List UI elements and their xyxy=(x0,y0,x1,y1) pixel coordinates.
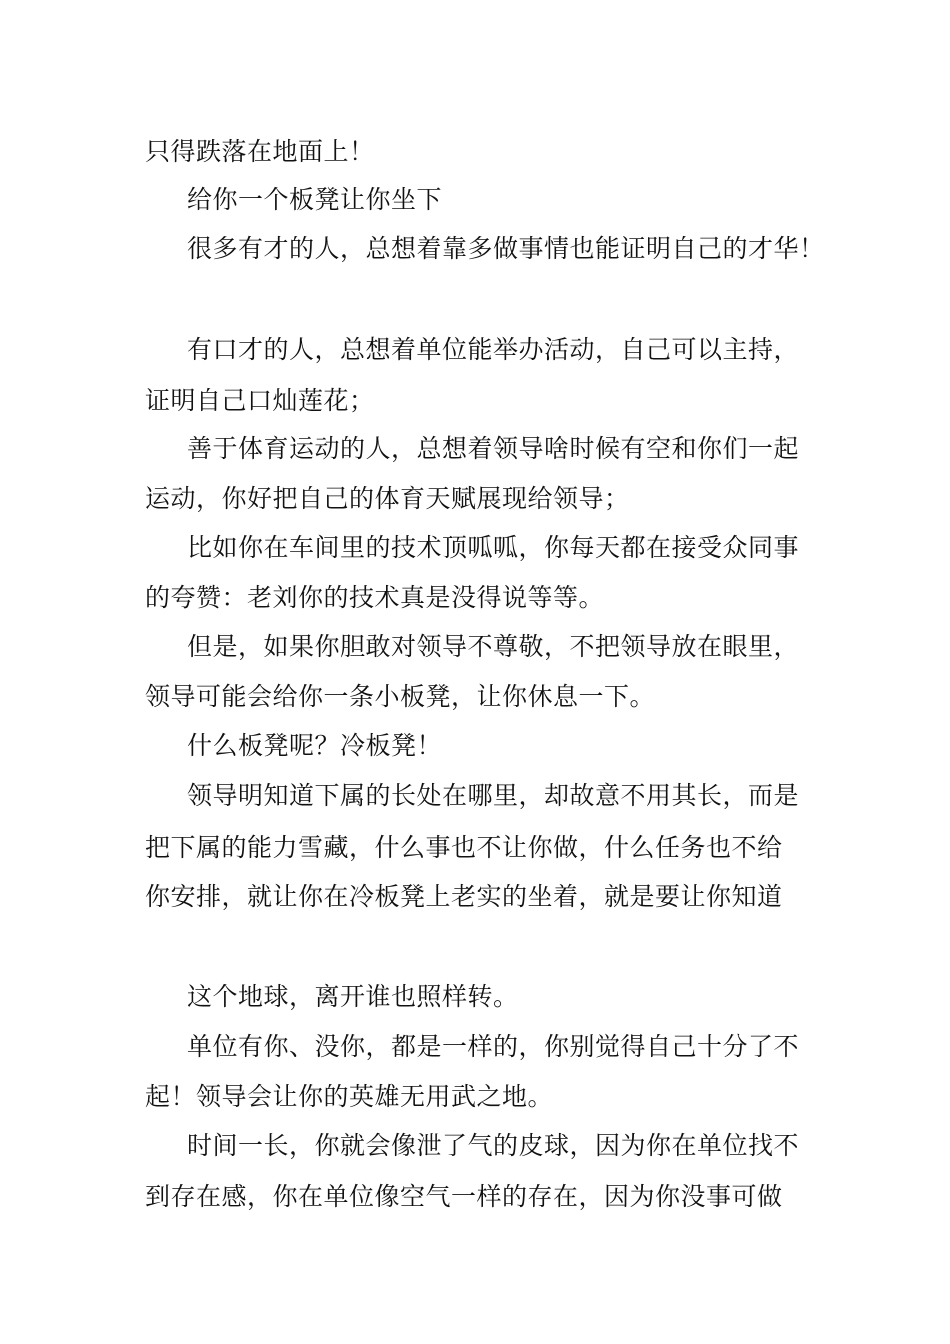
text-line-7: 运动，你好把自己的体育天赋展现给领导； xyxy=(145,484,630,513)
text-line-19: 时间一长，你就会像泄了气的皮球，因为你在单位找不 xyxy=(187,1131,800,1160)
text-line-12: 什么板凳呢？冷板凳！ xyxy=(187,731,443,760)
text-line-5: 证明自己口灿莲花； xyxy=(145,386,375,415)
text-line-20: 到存在感，你在单位像空气一样的存在，因为你没事可做 xyxy=(145,1182,783,1211)
text-line-17: 单位有你、没你，都是一样的，你别觉得自己十分了不 xyxy=(187,1032,800,1061)
text-line-1: 只得跌落在地面上！ xyxy=(145,137,375,166)
text-line-8: 比如你在车间里的技术顶呱呱，你每天都在接受众同事 xyxy=(187,533,800,562)
text-line-4: 有口才的人，总想着单位能举办活动，自己可以主持， xyxy=(187,335,800,364)
text-line-2: 给你一个板凳让你坐下 xyxy=(187,185,443,214)
text-line-18: 起！领导会让你的英雄无用武之地。 xyxy=(145,1082,554,1111)
text-line-15: 你安排，就让你在冷板凳上老实的坐着，就是要让你知道 xyxy=(145,882,783,911)
text-line-13: 领导明知道下属的长处在哪里，却故意不用其长，而是 xyxy=(187,781,800,810)
text-line-11: 领导可能会给你一条小板凳，让你休息一下。 xyxy=(145,682,656,711)
text-line-9: 的夸赞：老刘你的技术真是没得说等等。 xyxy=(145,583,605,612)
text-line-6: 善于体育运动的人，总想着领导啥时候有空和你们一起 xyxy=(187,434,800,463)
text-line-14: 把下属的能力雪藏，什么事也不让你做，什么任务也不给 xyxy=(145,833,783,862)
text-line-10: 但是，如果你胆敢对领导不尊敬，不把领导放在眼里， xyxy=(187,632,800,661)
text-line-3: 很多有才的人，总想着靠多做事情也能证明自己的才华！ xyxy=(187,234,825,263)
text-line-16: 这个地球，离开谁也照样转。 xyxy=(187,982,519,1011)
